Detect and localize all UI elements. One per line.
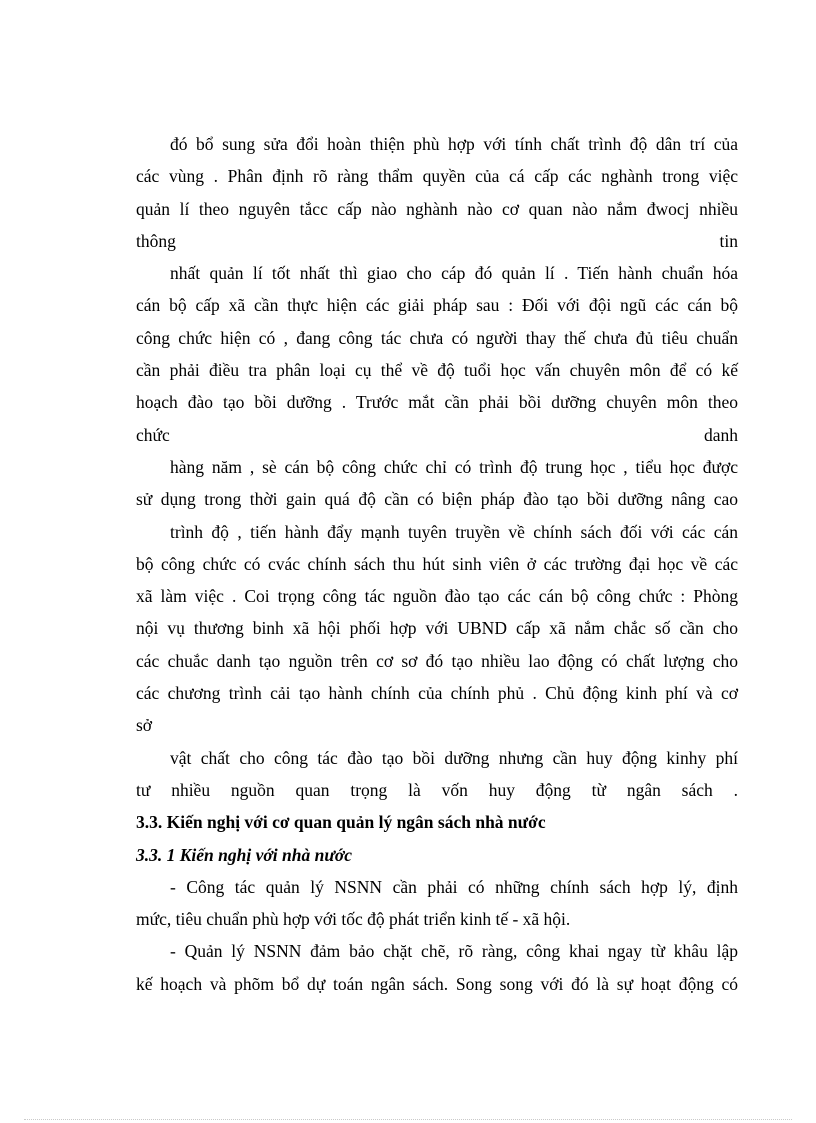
text-line: đó bổ sung sửa đổi hoàn thiện phù hợp với tính chất trình độ dân trí của: [170, 134, 738, 154]
text-line: nội vụ thương binh xã hội phối hợp với UBND cấp xã nắm chắc số cần cho: [136, 618, 738, 639]
text-line: các chuắc danh tạo nguồn trên cơ sơ đó tạo nhiều lao động có chất lượng cho: [136, 650, 738, 671]
text-line: các chương trình cải tạo hành chính của chính phủ . Chủ động kinh phí và cơ: [136, 683, 738, 704]
text-line: nhất quản lí tốt nhất thì giao cho cáp đó quản lí . Tiến hành chuẩn hóa: [170, 263, 738, 284]
text-line: xã làm việc . Coi trọng công tác nguồn đào tạo các cán bộ công chức : Phòng: [136, 586, 738, 607]
text-line: sử dụng trong thời gain quá độ cần có biện pháp đào tạo bồi dưỡng nâng cao: [136, 489, 738, 510]
text-line: thông tin: [136, 230, 738, 251]
document-page: [136, 128, 738, 1000]
page-bottom-divider: [24, 1119, 792, 1120]
text-line: công chức hiện có , đang công tác chưa có người thay thế chưa đủ tiêu chuẩn: [136, 327, 738, 348]
section-heading: 3.3. Kiến nghị với cơ quan quản lý ngân sách nhà nước: [136, 812, 546, 833]
text-line: tư nhiều nguồn quan trọng là vốn huy động từ ngân sách .: [136, 779, 738, 800]
text-line: trình độ , tiến hành đẩy mạnh tuyên truyền về chính sách đối với các cán: [170, 521, 738, 542]
text-line: kế hoạch và phõm bổ dự toán ngân sách. Song song với đó là sự hoạt động có: [136, 973, 738, 994]
text-line: sở: [136, 715, 153, 736]
text-line: - Công tác quản lý NSNN cần phải có những chính sách hợp lý, định: [170, 876, 738, 897]
text-line: bộ công chức có cvác chính sách thu hút sinh viên ở các trường đại học về các: [136, 553, 738, 574]
text-line: cần phải điều tra phân loại cụ thể về độ tuổi học vấn chuyên môn để có kế: [136, 360, 738, 381]
subsection-heading: 3.3. 1 Kiến nghị với nhà nước: [136, 844, 352, 865]
text-line: các vùng . Phân định rõ ràng thẩm quyền của cá cấp các nghành trong việc: [136, 166, 738, 187]
text-line: hàng năm , sè cán bộ công chức chỉ có trình độ trung học , tiểu học được: [170, 456, 738, 477]
text-line: cán bộ cấp xã cần thực hiện các giải pháp sau : Đối với đội ngũ các cán bộ: [136, 295, 738, 316]
text-line: mức, tiêu chuẩn phù hợp với tốc độ phát triển kinh tế - xã hội.: [136, 909, 571, 930]
text-line: hoạch đào tạo bồi dưỡng . Trước mắt cần phải bồi dưỡng chuyên môn theo: [136, 392, 738, 413]
text-line: vật chất cho công tác đào tạo bồi dưỡng nhưng cần huy động kinhy phí: [170, 747, 738, 768]
text-line: quản lí theo nguyên tắcc cấp nào nghành nào cơ quan nào nắm đwocj nhiều: [136, 198, 738, 219]
text-line: - Quản lý NSNN đảm bảo chặt chẽ, rõ ràng, công khai ngay từ khâu lập: [170, 941, 738, 962]
text-line: chức danh: [136, 424, 738, 445]
